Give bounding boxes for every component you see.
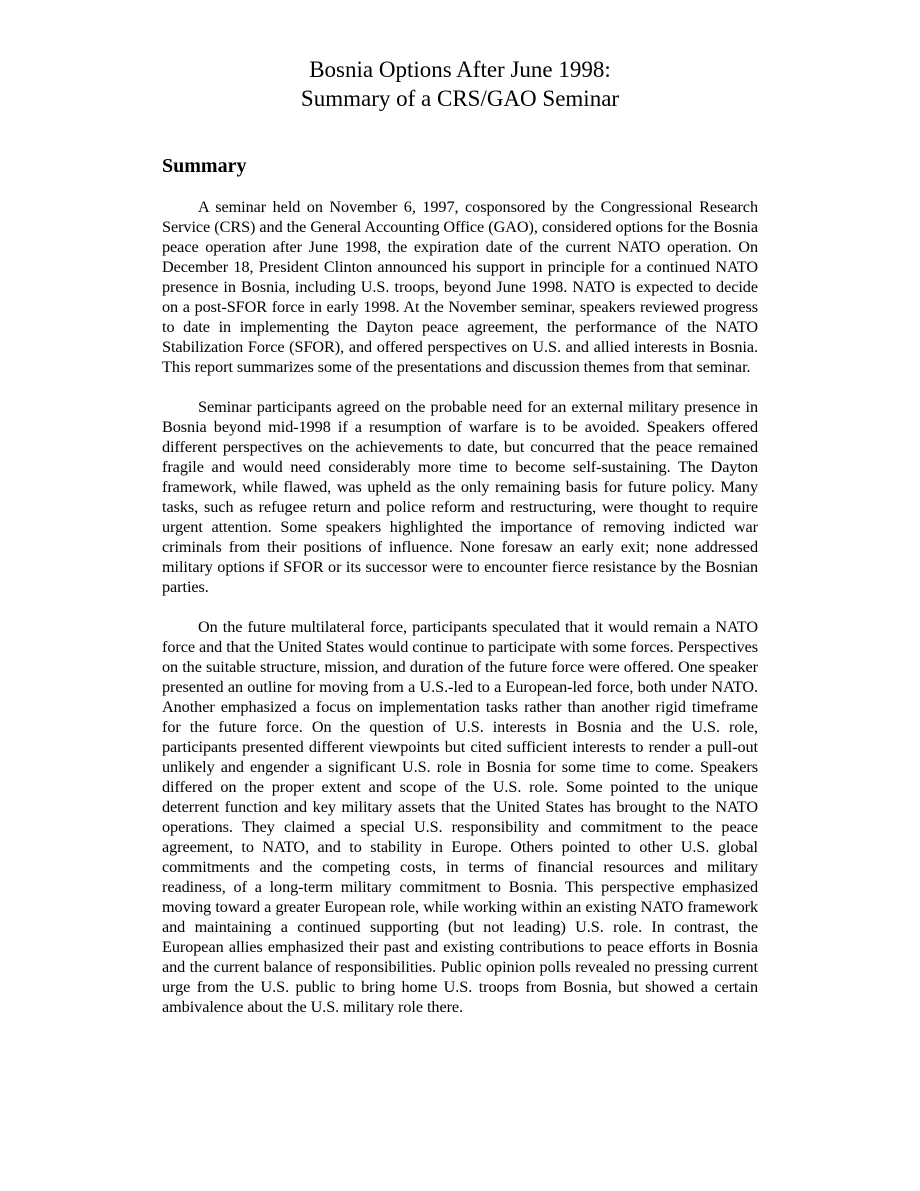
section-heading-summary: Summary (162, 155, 247, 177)
document-title (162, 55, 758, 113)
title-line-2: Summary of a CRS/GAO Seminar (300, 86, 620, 111)
paragraph-2: Seminar participants agreed on the probable need for an external military presence in Bosnia beyond mid-1998 if a resumption of warfare is to be avoided. Speakers offered different perspectives on the achievements to date, but concurred that the peace remained fragile and would need considerably more time to become self-sustaining. The Dayton framework, while flawed, was upheld as the only remaining basis for future policy. Many tasks, such as refugee return and police reform and restructuring, were thought to require urgent attention. Some speakers highlighted the importance of removing indicted war criminals from their positions of influence. None foresaw an early exit; none addressed military options if SFOR or its successor were to encounter fierce resistance by the Bosnian parties. (162, 398, 758, 596)
title-line-1: Bosnia Options After June 1998: (309, 57, 611, 82)
paragraph-1: A seminar held on November 6, 1997, cosponsored by the Congressional Research Service (CRS) and the General Accounting Office (GAO), considered options for the Bosnia peace operation after June 1998, the expiration date of the current NATO operation. On December 18, President Clinton announced his support in principle for a continued NATO presence in Bosnia, including U.S. troops, beyond June 1998. NATO is expected to decide on a post-SFOR force in early 1998. At the November seminar, speakers reviewed progress to date in implementing the Dayton peace agreement, the performance of the NATO Stabilization Force (SFOR), and offered perspectives on U.S. and allied interests in Bosnia. This report summarizes some of the presentations and discussion themes from that seminar. (162, 198, 758, 376)
paragraph-3: On the future multilateral force, participants speculated that it would remain a NATO force and that the United States would continue to participate with some forces. Perspectives on the suitable structure, mission, and duration of the future force were offered. One speaker presented an outline for moving from a U.S.-led to a European-led force, both under NATO. Another emphasized a focus on implementation tasks rather than another rigid timeframe for the future force. On the question of U.S. interests in Bosnia and the U.S. role, participants presented different viewpoints but cited sufficient interests to render a pull-out unlikely and engender a significant U.S. role in Bosnia for some time to come. Speakers differed on the proper extent and scope of the U.S. role. Some pointed to the unique deterrent function and key military assets that the United States has brought to the NATO operations. They claimed a special U.S. responsibility and commitment to the peace agreement, to NATO, and to stability in Europe. Others pointed to other U.S. global commitments and the competing costs, in terms of financial resources and military readiness, of a long-term military commitment to Bosnia. This perspective emphasized moving toward a greater European role, while working within an existing NATO framework and maintaining a continued supporting (but not leading) U.S. role. In contrast, the European allies emphasized their past and existing contributions to peace efforts in Bosnia and the current balance of responsibilities. Public opinion polls revealed no pressing current urge from the U.S. public to bring home U.S. troops from Bosnia, but showed a certain ambivalence about the U.S. military role there. (162, 618, 758, 1016)
summary-body (162, 197, 758, 1017)
document-page (162, 55, 758, 1017)
